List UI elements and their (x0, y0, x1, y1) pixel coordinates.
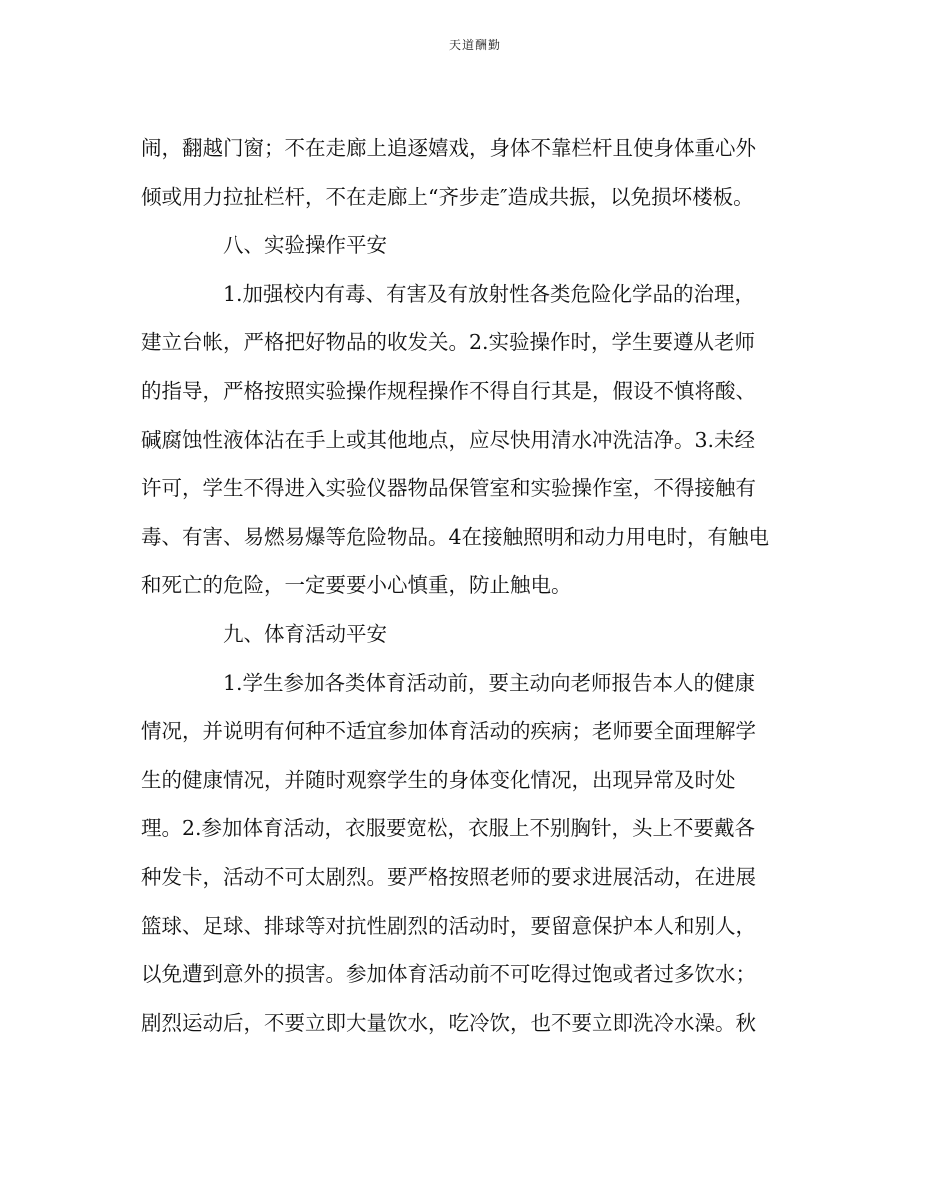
text-line: 剧烈运动后，不要立即大量饮水，吃冷饮，也不要立即洗冷水澡。秋 (141, 1010, 756, 1035)
text-line: 碱腐蚀性液体沾在手上或其他地点，应尽快用清水冲洗洁净。3.未经 (141, 427, 756, 452)
text-line: 毒、有害、易燃易爆等危险物品。4在接触照明和动力用电时，有触电 (141, 524, 770, 549)
text-line: 种发卡，活动不可太剧烈。要严格按照老师的要求进展活动，在进展 (141, 864, 756, 889)
page-header: 天道酬勤 (448, 38, 501, 52)
text-line: 的指导，严格按照实验操作规程操作不得自行其是，假设不慎将酸、 (141, 378, 756, 403)
text-line: 1.学生参加各类体育活动前，要主动向老师报告本人的健康 (223, 670, 756, 695)
text-line: 和死亡的危险，一定要要小心慎重，防止触电。 (141, 573, 572, 598)
text-line: 1.加强校内有毒、有害及有放射性各类危险化学品的治理， (223, 281, 756, 306)
text-line: 八、实验操作平安 (223, 233, 387, 258)
text-line: 生的健康情况，并随时观察学生的身体变化情况，出现异常及时处 (141, 767, 736, 792)
text-line: 篮球、足球、排球等对抗性剧烈的活动时，要留意保护本人和别人， (141, 913, 756, 938)
text-line: 建立台帐，严格把好物品的收发关。2.实验操作时，学生要遵从老师 (141, 330, 756, 355)
document-body (141, 124, 811, 1047)
text-line: 倾或用力拉扯栏杆，不在走廊上“齐步走″造成共振，以免损坏楼板。 (141, 184, 754, 209)
text-line: 九、体育活动平安 (223, 621, 387, 646)
text-line: 理。2.参加体育活动，衣服要宽松，衣服上不别胸针，头上不要戴各 (141, 816, 756, 841)
text-line: 许可，学生不得进入实验仪器物品保管室和实验操作室，不得接触有 (141, 476, 756, 501)
text-line: 以免遭到意外的损害。参加体育活动前不可吃得过饱或者过多饮水； (141, 962, 756, 987)
text-line: 闹，翻越门窗；不在走廊上追逐嬉戏，身体不靠栏杆且使身体重心外 (141, 136, 756, 160)
text-line: 情况，并说明有何种不适宜参加体育活动的疾病；老师要全面理解学 (141, 719, 756, 744)
